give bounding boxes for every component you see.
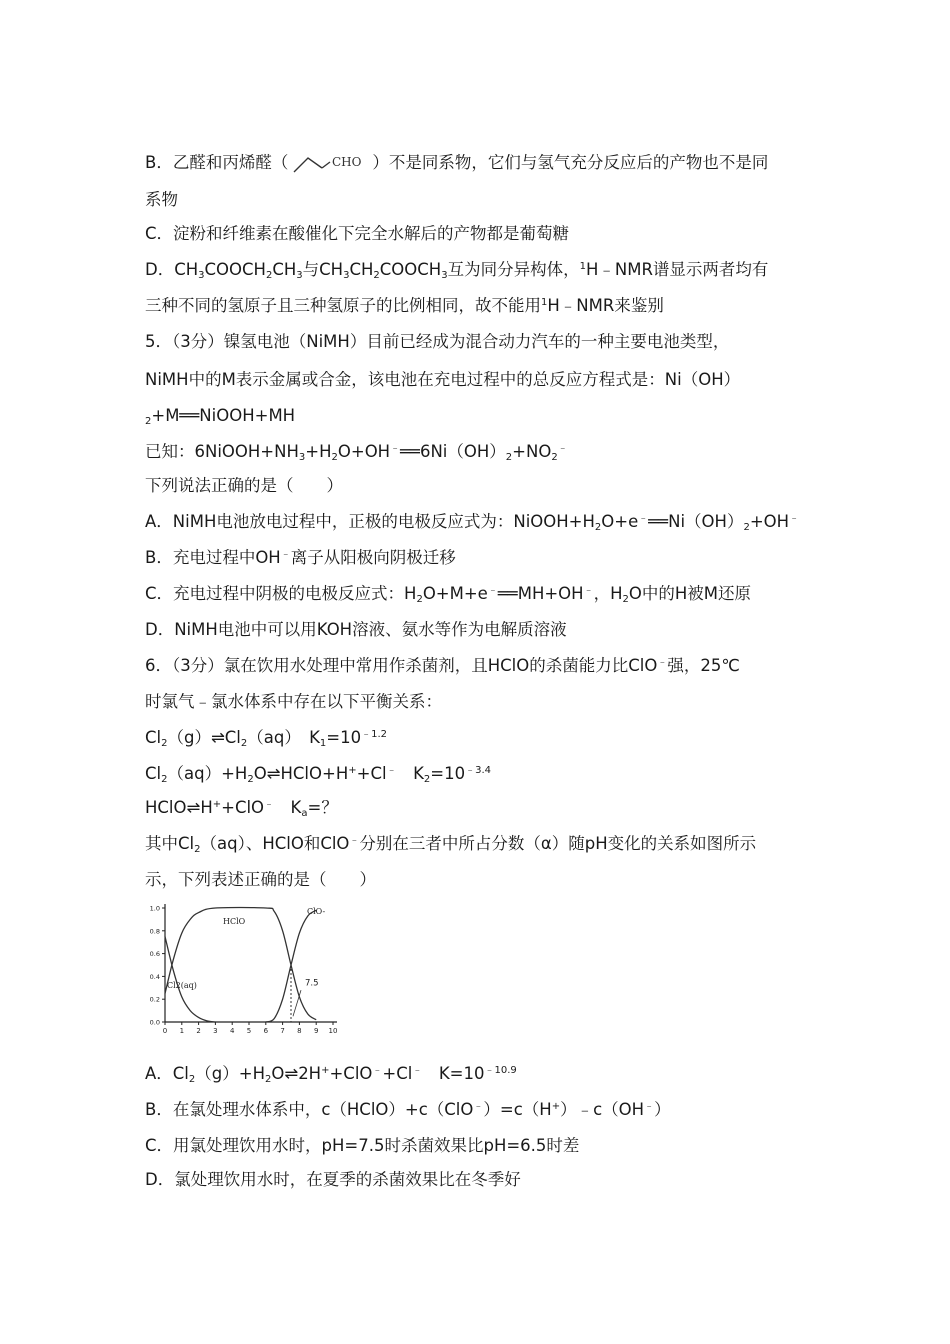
y-tick-label: 0.6	[149, 950, 160, 959]
q5-option-d: D．NiMH电池中可以用KOH溶液、氨水等作为电解质溶液	[145, 620, 567, 639]
q6-stem-line2: 时氯气﹣氯水体系中存在以下平衡关系：	[145, 692, 442, 711]
q5-option-c: C．充电过程中阴极的电极反应式：$H_2O+M+e^﹣══MH+OH^﹣$，$H_2O$中的H被M还原	[145, 584, 752, 605]
x-tick-label: 5	[246, 1027, 252, 1035]
chart-svg	[145, 900, 345, 1035]
y-tick-label: 1.0	[149, 904, 160, 913]
y-tick-label: 0.4	[149, 972, 160, 981]
q6-stem-line4: 示，下列表述正确的是（ ）	[145, 870, 376, 889]
y-tick-label: 0.0	[149, 1018, 160, 1027]
q6-equilibrium-2: $Cl_2(aq)+H_2O\rightleftharpoons HClO+H^++Cl^﹣$ $K_2=10^{﹣3.4}$	[145, 764, 491, 785]
q5-known: 已知：$6NiOOH+NH_3+H_2O+OH^﹣══6Ni(OH)_2+NO_2^﹣$	[145, 442, 568, 463]
x-tick-label: 8	[297, 1027, 302, 1035]
q6-equilibrium-3: HClO⇌H++ClO﹣ $K_a=$？	[145, 798, 338, 819]
q4-option-c: C．淀粉和纤维素在酸催化下完全水解后的产物都是葡萄糖	[145, 224, 570, 243]
q5-stem-line1: 5．（3分）镍氢电池（NiMH）目前已经成为混合动力汽车的一种主要电池类型，	[145, 332, 730, 351]
series-clo-label: ClO-	[307, 907, 326, 916]
q4-option-b: B．乙醛和丙烯醛（ CHO ）不是同系物，它们与氢气充分反应后的产物也不是同	[145, 146, 768, 176]
x-tick-label: 3	[213, 1027, 218, 1035]
y-tick-label: 0.8	[149, 927, 160, 936]
q5-stem-line3: $_2$+M══NiOOH+MH	[145, 406, 296, 427]
structure-cho-label: CHO	[332, 155, 362, 169]
ph-distribution-chart	[145, 900, 345, 1035]
q4-option-d-cont: 三种不同的氢原子且三种氢原子的比例相同，故不能用$^1$H﹣NMR来鉴别	[145, 296, 664, 315]
q6-stem-line3: 其中$Cl_2(aq)$、HClO和ClO﹣分别在三者中所占分数（α）随pH变化的关系如图所示	[145, 834, 757, 855]
q4-option-d: D．$CH_3COOCH_2CH_3$与$CH_3CH_2COOCH_3$互为同分异构体，$^1$H﹣NMR谱显示两者均有	[145, 260, 769, 281]
x-tick-label: 2	[196, 1027, 201, 1035]
q5-stem-line2: NiMH中的M表示金属或合金，该电池在充电过程中的总反应方程式是：Ni（OH）	[145, 370, 741, 389]
series-hclo-label: HClO	[223, 917, 246, 926]
q5-option-a: A．NiMH电池放电过程中，正极的电极反应式为：$NiOOH+H_2O+e^﹣══Ni(OH)_2+OH^﹣$	[145, 512, 800, 533]
acrolein-structure-image	[290, 146, 370, 176]
q5-option-b: B．充电过程中OH﹣离子从阳极向阴极迁移	[145, 548, 456, 567]
q6-option-a: A．$Cl_2(g)+H_2O\rightleftharpoons 2H^++ClO^﹣+Cl^﹣$ $K=10^{﹣10.9}$	[145, 1064, 517, 1085]
x-tick-label: 7	[280, 1027, 285, 1035]
x-tick-label: 9	[313, 1027, 319, 1035]
q6-option-d: D．氯处理饮用水时，在夏季的杀菌效果比在冬季好	[145, 1170, 521, 1189]
q4-option-b-cont: 系物	[145, 190, 178, 209]
x-tick-label: 10	[328, 1027, 338, 1035]
annotation-pointer	[293, 990, 301, 1016]
ph-7.5-annotation: 7.5	[305, 978, 319, 989]
x-tick-label: 4	[229, 1027, 235, 1035]
q6-stem-line1: 6．（3分）氯在饮用水处理中常用作杀菌剂，且HClO的杀菌能力比ClO﹣强，25℃	[145, 656, 740, 675]
q6-equilibrium-1: $Cl_2(g)\rightleftharpoons Cl_2(aq)$ $K_1=10^{﹣1.2}$	[145, 728, 388, 749]
series-cl2aq-label: Cl2(aq)	[167, 981, 197, 990]
x-tick-label: 1	[179, 1027, 185, 1035]
q6-option-b: B．在氯处理水体系中，c（HClO）+c（ClO﹣）=c（H+）﹣c（OH﹣）	[145, 1100, 671, 1119]
q6-option-c: C．用氯处理饮用水时，pH=7.5时杀菌效果比pH=6.5时差	[145, 1136, 580, 1155]
q5-question: 下列说法正确的是（ ）	[145, 476, 343, 495]
x-tick-label: 0	[162, 1027, 168, 1035]
y-tick-label: 0.2	[149, 995, 160, 1004]
series-cl2aq-line	[165, 937, 215, 1023]
x-tick-label: 6	[263, 1027, 269, 1035]
